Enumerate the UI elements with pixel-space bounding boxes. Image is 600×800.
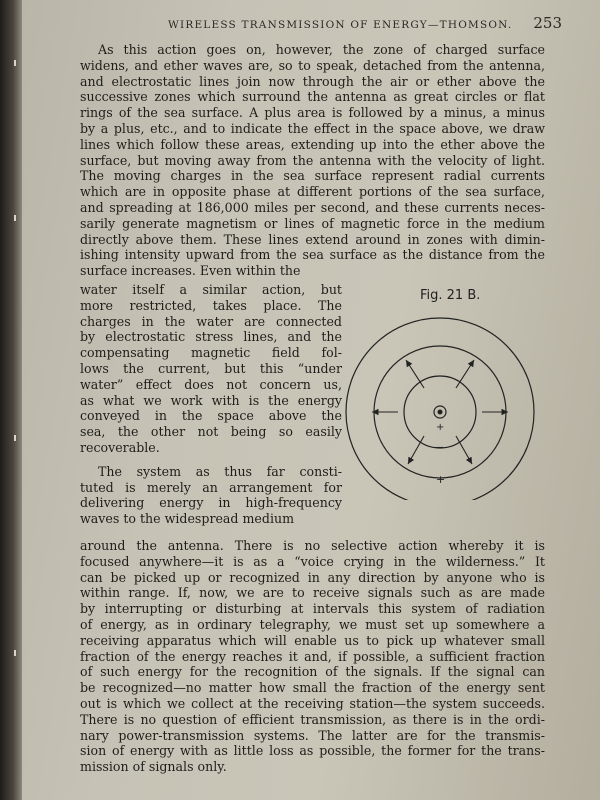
text-line: recoverable.	[80, 439, 160, 455]
paragraph-1	[80, 42, 545, 279]
text-line: successive zones which surround the antenna as great circles or flat	[80, 89, 545, 105]
text-line: As this action goes on, however, the zone of charged surface	[98, 42, 545, 57]
plus-sign: +	[436, 422, 445, 433]
arrow-lower-right	[456, 436, 472, 464]
binding-stitch	[14, 215, 16, 221]
text-line: sea, the other not being so easily	[80, 424, 342, 440]
figure-21b	[340, 280, 540, 500]
text-line: fraction of the energy reaches it and, if possible, a sufficient fraction	[80, 648, 545, 664]
antenna-center	[438, 410, 443, 415]
text-line: and electrostatic lines join now through the air or ether above the	[80, 73, 545, 89]
text-line: widens, and ether waves are, so to speak, detached from the antenna,	[80, 57, 545, 73]
text-line: ishing intensity upward from the sea surface as the distance from the	[80, 247, 545, 263]
text-line: as what we work with is the energy	[80, 392, 342, 408]
plus-sign: +	[436, 473, 446, 486]
text-line: surface increases. Even within the	[80, 263, 301, 279]
text-line: water” effect does not concern us,	[80, 376, 342, 392]
text-line: lines which follow these areas, extending up into the ether above the	[80, 136, 545, 152]
text-line: The system as thus far consti-	[98, 463, 342, 479]
text-line: There is no question of efficient transmission, as there is in the ordi-	[80, 711, 545, 727]
paragraph-1-wrapped	[80, 282, 342, 527]
text-line: delivering energy in high-frequency	[80, 495, 342, 511]
text-line: can be picked up or recognized in any direction by anyone who is	[80, 569, 545, 585]
text-line: rings of the sea surface. A plus area is followed by a minus, a minus	[80, 105, 545, 121]
text-line: compensating magnetic field fol-	[80, 345, 342, 361]
text-line: of such energy for the recognition of the signals. If the signal can	[80, 664, 545, 680]
running-title: WIRELESS TRANSMISSION OF ENERGY—THOMSON.	[168, 19, 513, 31]
text-line: surface, but moving away from the antenna with the velocity of light.	[80, 152, 545, 168]
text-line: mission of signals only.	[80, 759, 227, 775]
binding-stitch	[14, 60, 16, 66]
figure-caption: Fig. 21 B.	[420, 288, 481, 303]
text-line: sarily generate magnetism or lines of magnetic force in the medium	[80, 215, 545, 231]
text-line: by electrostatic stress lines, and the	[80, 329, 342, 345]
text-line: by a plus, etc., and to indicate the effect in the space above, we draw	[80, 120, 545, 136]
text-line: conveyed in the space above the	[80, 408, 342, 424]
text-line: around the antenna. There is no selective action whereby it is	[80, 538, 545, 553]
text-line: more restricted, takes place. The	[80, 297, 342, 313]
text-line: sion of energy with as little loss as possible, the former for the trans-	[80, 743, 545, 759]
page-number: 253	[533, 14, 562, 32]
minus-sign: —	[434, 442, 444, 453]
concentric-zones-diagram	[340, 280, 540, 500]
text-line: of energy, as in ordinary telegraphy, we must set up somewhere a	[80, 616, 545, 632]
text-line: and spreading at 186,000 miles per second, and these currents neces-	[80, 199, 545, 215]
text-line: which are in opposite phase at different portions of the sea surface,	[80, 184, 545, 200]
text-line: charges in the water are connected	[80, 313, 342, 329]
text-line: nary power-transmission systems. The latter are for the transmis-	[80, 727, 545, 743]
text-line: tuted is merely an arrangement for	[80, 479, 342, 495]
paragraph-2-continued	[80, 538, 545, 775]
binding-stitch	[14, 650, 16, 656]
arrow-lower-left	[408, 436, 424, 464]
text-line: within range. If, now, we are to receive signals such as are made	[80, 585, 545, 601]
text-line: be recognized—no matter how small the fraction of the energy sent	[80, 680, 545, 696]
text-line: The moving charges in the sea surface represent radial currents	[80, 168, 545, 184]
arrow-upper-right	[456, 360, 474, 388]
text-line: focused anywhere—it is as a “voice crying in the wilderness.” It	[80, 553, 545, 569]
text-line: directly above them. These lines extend around in zones with dimin-	[80, 231, 545, 247]
arrow-upper-left	[406, 360, 424, 388]
book-gutter	[0, 0, 22, 800]
text-line: waves to the widespread medium	[80, 511, 295, 527]
text-line: out is which we collect at the receiving station—the system succeeds.	[80, 695, 545, 711]
binding-stitch	[14, 435, 16, 441]
text-line: receiving apparatus which will enable us to pick up whatever small	[80, 632, 545, 648]
page-header	[168, 14, 562, 34]
text-line: water itself a similar action, but	[80, 282, 342, 297]
text-line: lows the current, but this “under	[80, 360, 342, 376]
text-line: by interrupting or disturbing at intervals this system of radiation	[80, 601, 545, 617]
